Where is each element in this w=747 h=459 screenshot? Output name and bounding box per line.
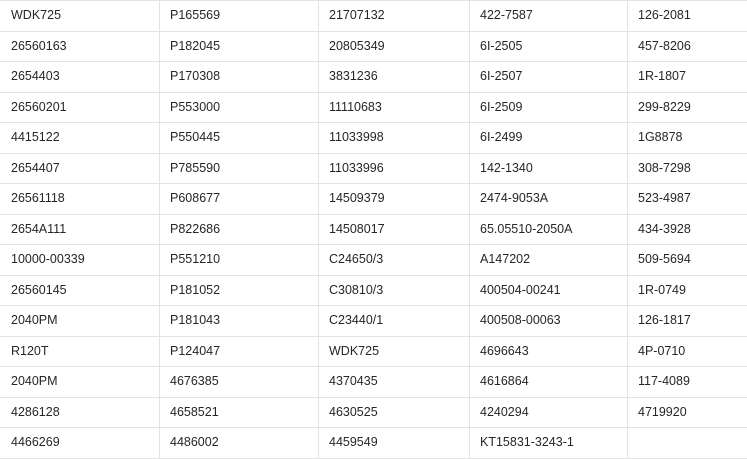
table-cell: 1G8878 xyxy=(628,123,747,154)
table-row xyxy=(1,31,747,62)
table-cell: 2654407 xyxy=(1,153,160,184)
table-cell: 4286128 xyxy=(1,397,160,428)
table-cell: WDK725 xyxy=(1,1,160,32)
table-cell: P181043 xyxy=(160,306,319,337)
table-cell: 11033996 xyxy=(319,153,470,184)
table-cell: 4696643 xyxy=(470,336,628,367)
table-cell: P822686 xyxy=(160,214,319,245)
table-cell: R120T xyxy=(1,336,160,367)
table-cell: 4466269 xyxy=(1,428,160,459)
table-cell: P170308 xyxy=(160,62,319,93)
table-cell: 14508017 xyxy=(319,214,470,245)
table-row xyxy=(1,123,747,154)
table-cell: 14509379 xyxy=(319,184,470,215)
table-cell: 509-5694 xyxy=(628,245,747,276)
table-cell: 26560145 xyxy=(1,275,160,306)
table-cell: P785590 xyxy=(160,153,319,184)
table-cell: 4616864 xyxy=(470,367,628,398)
table-cell: 4658521 xyxy=(160,397,319,428)
table-cell: 457-8206 xyxy=(628,31,747,62)
table-cell: 4415122 xyxy=(1,123,160,154)
table-cell xyxy=(628,428,747,459)
table-cell: 4630525 xyxy=(319,397,470,428)
table-cell: 26560163 xyxy=(1,31,160,62)
table-cell: 117-4089 xyxy=(628,367,747,398)
table-cell: 1R-0749 xyxy=(628,275,747,306)
table-row xyxy=(1,184,747,215)
table-cell: C24650/3 xyxy=(319,245,470,276)
table-cell: P124047 xyxy=(160,336,319,367)
table-cell: P553000 xyxy=(160,92,319,123)
table-cell: 2474-9053A xyxy=(470,184,628,215)
table-body xyxy=(1,1,747,459)
table-row xyxy=(1,367,747,398)
table-cell: P181052 xyxy=(160,275,319,306)
table-cell: P550445 xyxy=(160,123,319,154)
table-cell: 10000-00339 xyxy=(1,245,160,276)
table-cell: 4370435 xyxy=(319,367,470,398)
table-cell: 126-2081 xyxy=(628,1,747,32)
table-row xyxy=(1,1,747,32)
table-cell: 4459549 xyxy=(319,428,470,459)
table-cell: 20805349 xyxy=(319,31,470,62)
table-cell: 2040PM xyxy=(1,367,160,398)
table-row xyxy=(1,62,747,93)
table-cell: 126-1817 xyxy=(628,306,747,337)
table-cell: 142-1340 xyxy=(470,153,628,184)
table-cell: 308-7298 xyxy=(628,153,747,184)
table-cell: C30810/3 xyxy=(319,275,470,306)
table-cell: 26560201 xyxy=(1,92,160,123)
table-cell: KT15831-3243-1 xyxy=(470,428,628,459)
table-cell: 400508-00063 xyxy=(470,306,628,337)
table-row xyxy=(1,306,747,337)
table-cell: 4240294 xyxy=(470,397,628,428)
table-row xyxy=(1,153,747,184)
table-row xyxy=(1,336,747,367)
table-cell: 3831236 xyxy=(319,62,470,93)
table-cell: 6I-2499 xyxy=(470,123,628,154)
table-cell: P551210 xyxy=(160,245,319,276)
table-cell: 2654A111 xyxy=(1,214,160,245)
table-cell: C23440/1 xyxy=(319,306,470,337)
table-cell: 21707132 xyxy=(319,1,470,32)
table-cell: P165569 xyxy=(160,1,319,32)
table-row xyxy=(1,245,747,276)
table-cell: 1R-1807 xyxy=(628,62,747,93)
table-cell: 6I-2507 xyxy=(470,62,628,93)
table-row xyxy=(1,428,747,459)
table-cell: 299-8229 xyxy=(628,92,747,123)
table-cell: 4486002 xyxy=(160,428,319,459)
table-cell: 422-7587 xyxy=(470,1,628,32)
table-row xyxy=(1,92,747,123)
table-row xyxy=(1,214,747,245)
table-cell: 6I-2505 xyxy=(470,31,628,62)
table-cell: 6I-2509 xyxy=(470,92,628,123)
table-cell: 26561118 xyxy=(1,184,160,215)
table-cell: 400504-00241 xyxy=(470,275,628,306)
table-cell: 11110683 xyxy=(319,92,470,123)
table-cell: 65.05510-2050A xyxy=(470,214,628,245)
table-cell: WDK725 xyxy=(319,336,470,367)
table-cell: P182045 xyxy=(160,31,319,62)
table-cell: 2040PM xyxy=(1,306,160,337)
table-cell: 4719920 xyxy=(628,397,747,428)
table-cell: P608677 xyxy=(160,184,319,215)
table-cell: 523-4987 xyxy=(628,184,747,215)
table-cell: 434-3928 xyxy=(628,214,747,245)
table-cell: 2654403 xyxy=(1,62,160,93)
table-cell: 4676385 xyxy=(160,367,319,398)
table-row xyxy=(1,275,747,306)
table-cell: 11033998 xyxy=(319,123,470,154)
table-cell: A147202 xyxy=(470,245,628,276)
table-row xyxy=(1,397,747,428)
table-cell: 4P-0710 xyxy=(628,336,747,367)
